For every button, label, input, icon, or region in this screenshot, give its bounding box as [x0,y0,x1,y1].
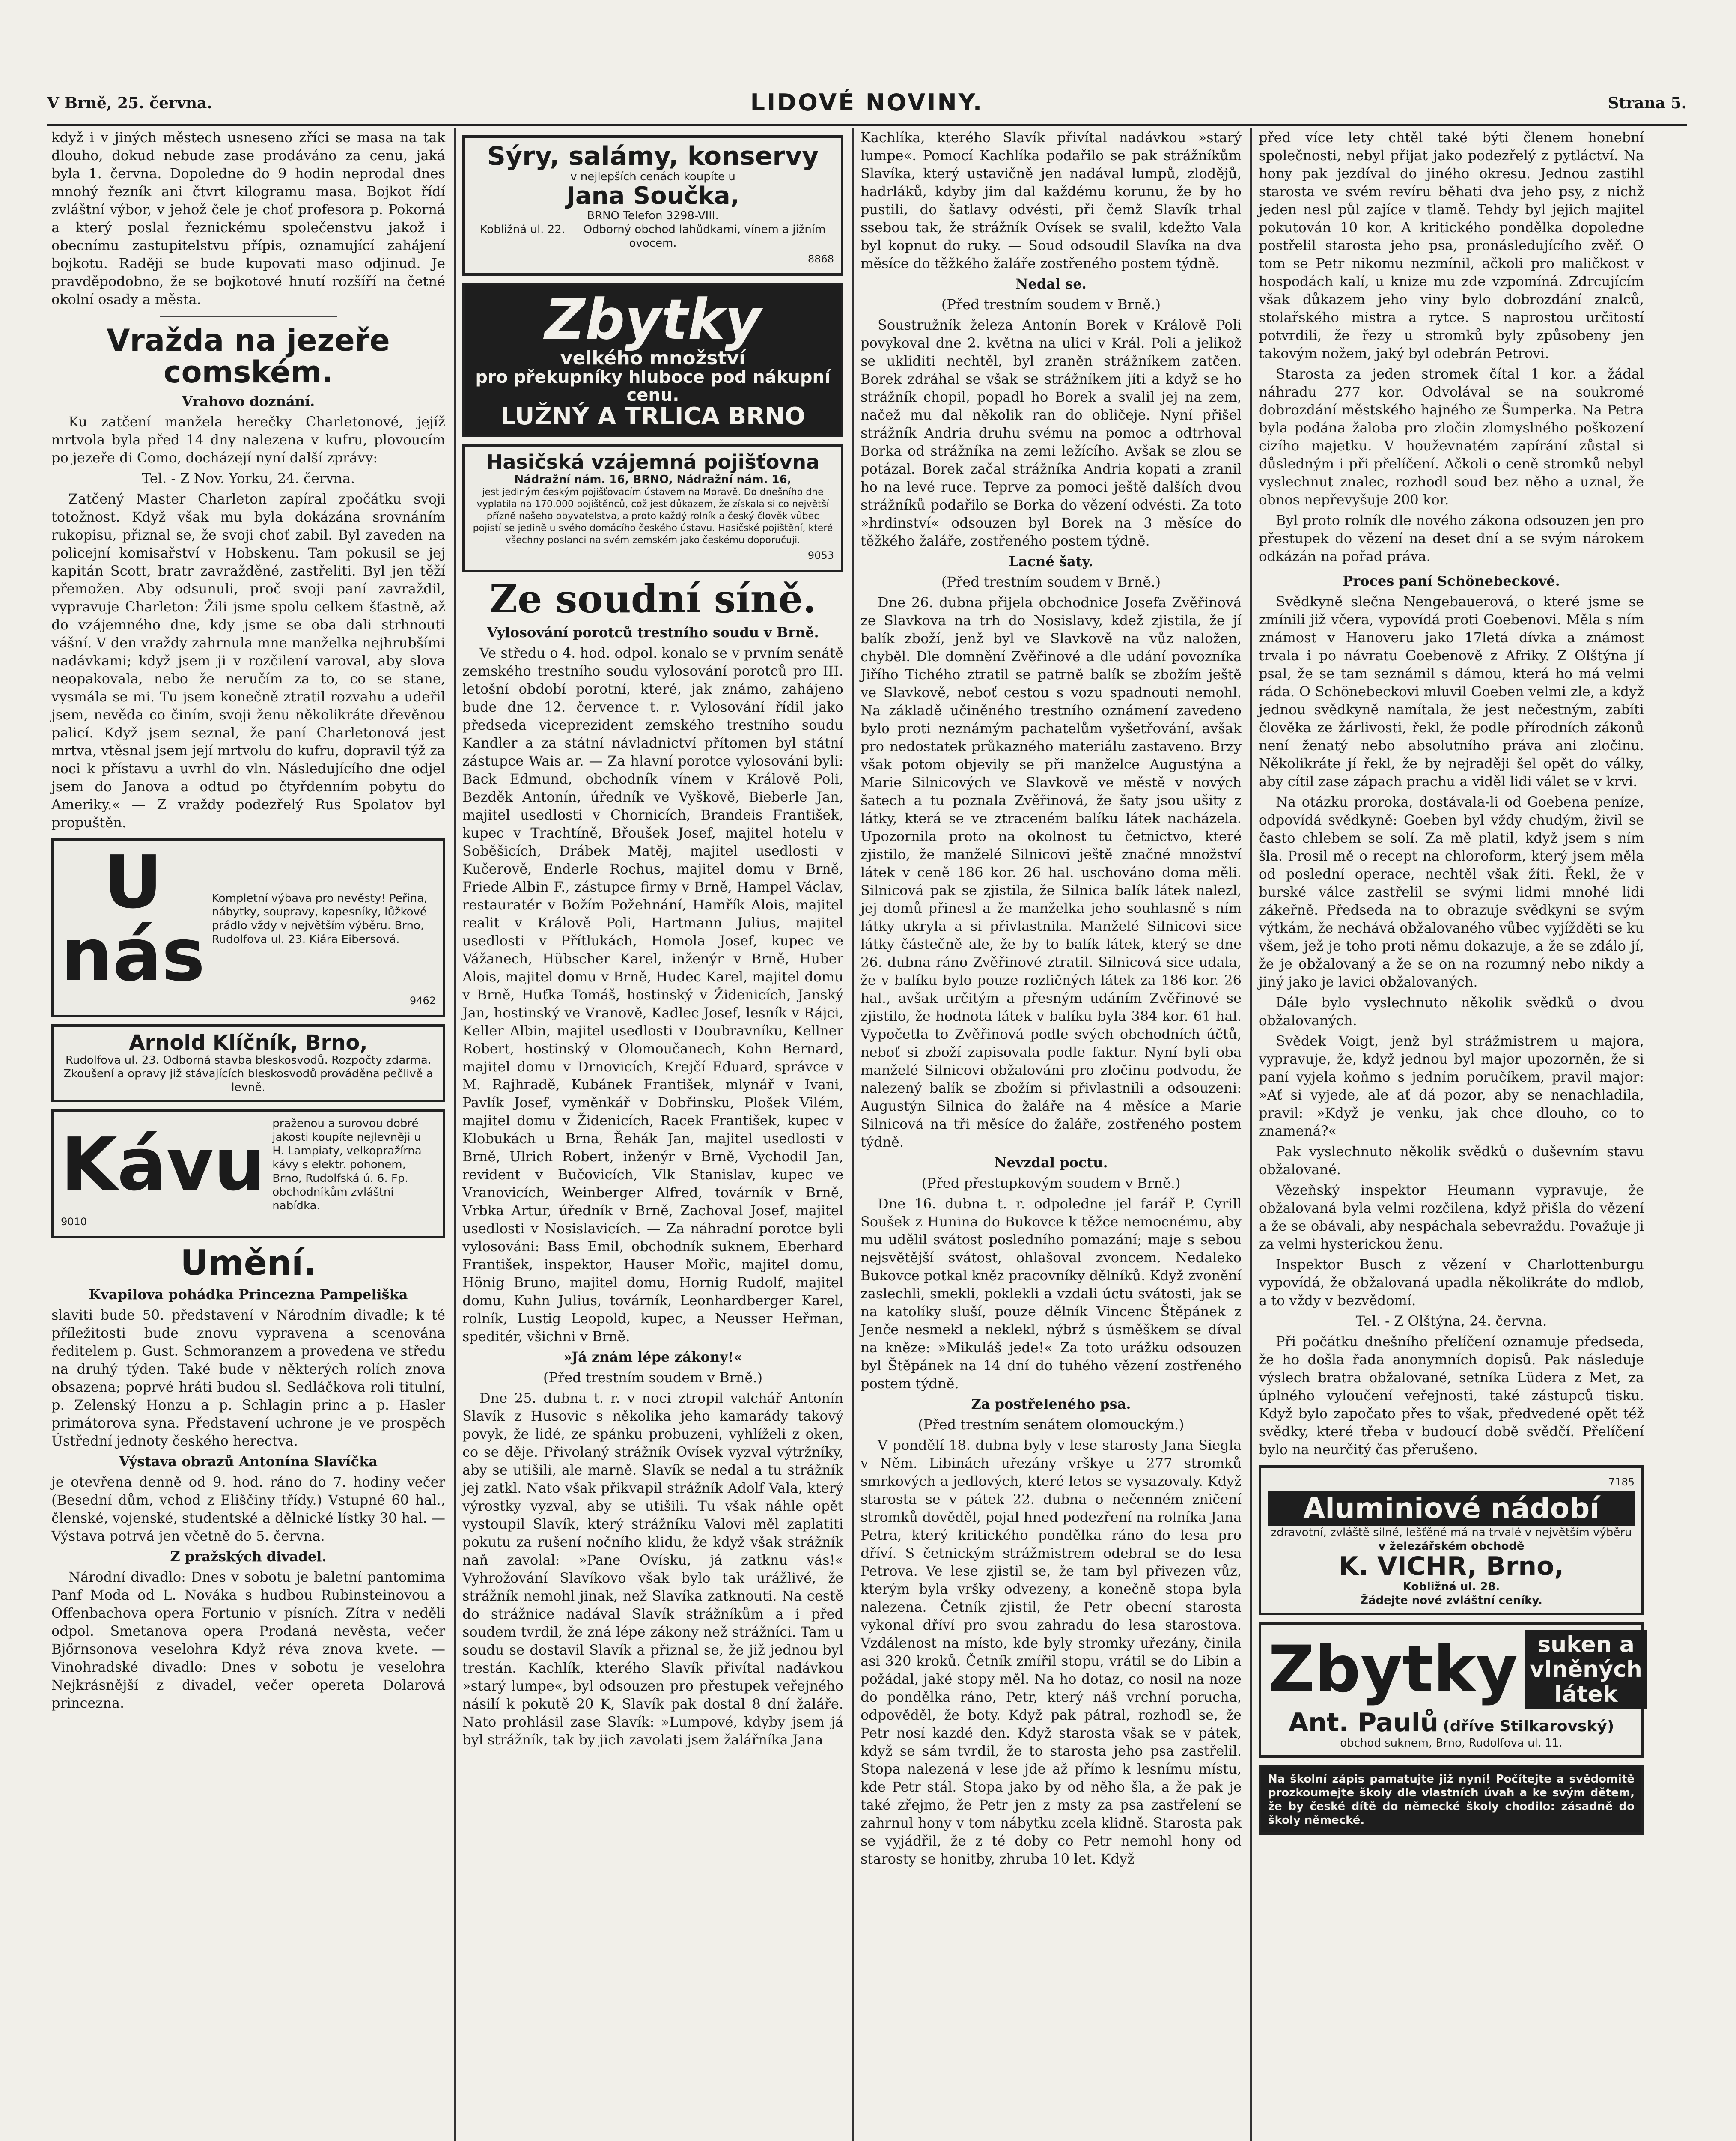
masthead-title: LIDOVÉ NOVINY. [750,89,984,116]
ad-big-text: U nás [61,840,205,998]
article-text: Starosta za jeden stromek čítal 1 kor. a žádal náhradu 277 kor. Odvolával se na soukromé dobrozdání městského hajného ze Šumperka. Na Petra byla podána žaloba pro zločin zlomyslného poškození cizího majetku. V houževnatém zapírání zůstal si důsledným i při přelíčení. Ačkoli o ceně stromků nebyl vyslechnut znalec, rozhodl soud bez něho a uznal, že obnos nepřevyšuje 200 kor. [1259,366,1644,508]
ad-title: Sýry, salámy, konservy [487,141,819,171]
ad-text: vlněných [1530,1657,1642,1683]
dateline: (Před trestním soudem v Brně.) [941,574,1161,590]
article-text: Na otázku proroka, dostávala-li od Goebena peníze, odpovídá svědkyně: Goeben byl vždy chudým, živil se často chlebem se solí. Za mě platil, když jsem s ním šla. Prosil mě o recept na chloroform, který jsem měla od poslední operace, nechtěl však žíti. Řekl, že v burské válce zastřelil se svými lidmi mnohé lidi zákeřně. Předseda na to obrazuje svědkyni se svým výtkám, že nechává obžalovaného vůbec vyjížděti se ku všem, jež je toho proti němu dokazuje, a že se zdálo jí, že je obžalovaný a že se on na rozumný nebo nikdy a jiný jako je lavici obžalovaných. [1259,794,1644,990]
article-text: V pondělí 18. dubna byly v lese starosty Jana Siegla v Něm. Libinách uřezány vrškye u 277 stromků smrkových a jedlových, které letos se vysazovaly. Když starosta se v pátek 22. dubna o nečenném zničení stromků dověděl, pojal hned podezření na rolníka Jana Petra, který kritického pondělka ráno do lesa pro dříví. S četnickým strážmistrem odebral se do lesa Petrova. Ve lese zjistil se, že tam byl přivezen vůz, kterým byla vršky odvezeny, a konečně stopa byla nalezena. Četník zjistil, že Petr obecní starosta vykonal dříví pro svou zahradu do lesa starostova. Vzdálenost na místo, kde byly stromky uřezány, činila asi 320 kroků. Četník zmířil stopu, vrátil se do Libin a požádal, jaké stopy měl. Na ho dotaz, co nosil na noze do pondělka ráno, Petr, který náš vrchní porucha, odpověděl, že boty. Když pak pátral, rozhodl se, že Petr nosí kazdé den. Když starosta však se v pátek, když se sám tvrdil, že to starosta jeho psa zastřelil. Stopa nalezená v lese jde až přímo k lesnímu místu, kde Petr stál. Stopa jako by od něho šla, a že pak je také zřejmo, že Petr jen z msty za psa zastřelení se zahrnul hony v tom nábytku zcela klidně. Starosta pak se vyjádřil, že z té doby co Petr nemohl hony od starosty se honitby, zhruba 10 let. Když [861,1437,1242,1867]
ad-text: Rudolfova ul. 23. Odborná stavba bleskosvodů. Rozpočty zdarma. Zkoušení a opravy již stávajících bleskosvodů prováděna pečlivě a levně. [63,1054,433,1094]
article-text: Inspektor Busch z vězení v Charlottenburgu vypovídá, že obžalovaná upadla několikráte do mdlob, a to vždy v bezvědomí. [1259,1256,1644,1309]
ad-lightning-rods [51,1024,445,1102]
column-divider [1250,128,1252,2141]
ad-name-note: (dříve Stilkarovský) [1443,1718,1614,1735]
ad-text: Žádejte nové zvláštní ceníky. [1360,1594,1542,1607]
article-text: je otevřena denně od 9. hod. ráno do 7. hodiny večer (Besední dům, vchod z Eliščiny třídy.) Vstupné 60 hal., členské, vojenské, studentské a dělnické lístky 30 hal. — Výstava potrvá jen včetně do 5. června. [51,1474,445,1545]
ad-aluminium-cookware [1259,1465,1644,1615]
masthead-page-number: Strana 5. [1608,94,1687,112]
article-text: Svědek Voigt, jenž byl strážmistrem u majora, vypravuje, že, když jednou byl major upozorněn, že si paní vyjela koňmo s jedním poručíkem, pravil major: »Ať si vyjede, ale ať dá pozor, aby se nenachladila, pravil: »Když je venku, jak chce dlouho, co to znamená?« [1259,1033,1644,1139]
article-text: Kachlíka, kterého Slavík přivítal nadávkou »starý lumpe«. Pomocí Kachlíka podařilo se pak strážníkům Slavíka, který ustavičně jen nadával lumpů, zlodějů, hadrláků, kdyby jim dal každému korunu, že by ho pustili, do šatlavy odvésti, při čemž Slavík trhal ssebou tak, že strážník Ovísek se svalil, kdežto Vala byl kopnut do ruky. — Soud odsoudil Slavíka na dva měsíce do těžkého žaláře zostřeného postem týdně. [861,129,1242,271]
ad-text: pro překupníky hluboce pod nákupní cenu. [475,367,831,406]
subheadline: Proces paní Schönebeckové. [1343,573,1560,589]
ad-remnants [462,283,843,437]
dateline: (Před trestním soudem v Brně.) [941,296,1161,313]
ad-name: Jana Součka, [566,182,739,210]
ad-cloth-remnants [1259,1622,1644,1758]
ad-title: Aluminiové nádobí [1268,1491,1635,1526]
ad-wedding-outfit [51,838,445,1017]
column-3 [861,128,1242,1870]
ad-text: velkého množství [560,347,746,370]
ad-number: 9053 [807,549,834,561]
subheadline: Nevzdal poctu. [994,1154,1108,1171]
dateline: Tel. - Z Nov. Yorku, 24. června. [141,470,355,486]
ad-text: suken a [1537,1632,1635,1658]
column-4 [1259,128,1644,1842]
subheadline: Výstava obrazů Antonína Slavíčka [119,1453,378,1470]
ad-text: praženou a surovou dobré jakosti koupíte nejlevněji u H. Lampiaty, velkopražírna kávy s elektr. pohonem, Brno, Rudolfská ú. 6. Fp. obchodníkům zvláštní nabídka. [272,1117,422,1213]
headline-murder: Vražda na jezeře comském. [107,323,390,390]
article-text: Dne 26. dubna přijela obchodnice Josefa Zvěřinová ze Slavkova na trh do Nosislavy, kdež zjistila, že jí balík zboží, jenž byl ve Slavkově na vůz naložen, chyběl. Dle domnění Zvěřinové a dle udání povozníka Jiřího Tichého ztratil se patrně balík se zbožím ještě ve Slavkově, neboť cestou s vozu spadnouti nemohl. Na základě učiněného trestního oznámení zavedeno bylo proti neznámým pachatelům vyšetřování, avšak pro nedostatek průkazného materiálu zastaveno. Brzy však potom objevily se při manželce Augustýna a Marie Silnicových ve Slavkově ve městě v nových šatech a tu poznala Zvěřinová, že šaty jsou ušity z látky, která se ve ztraceném balíku látek nacházela. Upozornila proto na okolnost tu četnictvo, které zjistilo, že manželé Silnicovi ještě značné množství látek v ceně 186 kor. 26 hal. uschováno doma měli. Silnicová pak se zjistila, že Silnica balík látek nalezl, jej domů přinesl a že manželka jeho souhlasně s ním látky ukryla a si přivlastnila. Manželé Silnicovi sice látky částečně ale, že by to balík látek, který se dne 26. dubna ráno Zvěřinové ztratil. Silnicová sice udala, že v balíku bylo pouze rozličných látek za 186 kor. 26 hal., avšak určitým a přesným udáním Zvěřinové se zjistilo, že hodnota látek v balíku byla 384 kor. 61 hal. Vypočetla to Zvěřinová podle svých obchodních účtů, neboť si zboží zapisovala podle faktur. Nyní byli oba manželé Silnicovi obžalováni pro zločinu podvodu, že nalezený balík se zbožím si přivlastnili a odsouzeni: Augustýn Silnica do žaláře na 4 měsíce a Marie Silnicová na tři měsíce do žaláře, zostřeného postem týdně. [861,594,1242,1150]
article-text: Ku zatčení manžela herečky Charletonové, jejíž mrtvola byla před 14 dny nalezena v kufru, plovoucím po jezeře di Como, docházejí nyní další zprávy: [51,414,445,466]
ad-number: 7185 [1608,1476,1635,1488]
ad-address: Kobližná ul. 28. [1402,1580,1500,1594]
article-text: Dále bylo vyslechnuto několik svědků o dvou obžalovaných. [1259,994,1644,1029]
subheadline: Nedal se. [1015,276,1087,292]
ad-address: Nádražní nám. 16, BRNO, Nádražní nám. 16, [514,473,792,486]
section-heading-court: Ze soudní síně. [489,576,816,622]
ad-title: Hasičská vzájemná pojišťovna [486,450,820,474]
ad-big-text: Zbytky [1268,1632,1518,1707]
article-text: Soustružník železa Antonín Borek v Králově Poli povykoval dne 2. května na ulici v Král. Poli a jelikož se ukliditi nechtěl, byl zraněn strážníkem zatčen. Borek zdráhal se však se strážníkem jíti a když se ho strážník chopil, popadl ho Borek a svalil jej na zem, načež mu dal několik ran do obličeje. Nyní přišel strážník Andria druhu svému na pomoc a odtrhoval Borka od strážníka na zemi ležícího. Avšak se zlou se potázal. Borek začal strážníka Andria kopati a zranil ho na levé ruce. Teprve za pomoci ještě dalších dvou strážníků podařilo se Borka do vězení odvésti. Za toto »hrdinství« odsouzen byl Borek na 3 měsíce do těžkého žaláře, zostřeného postem týdně. [861,317,1242,549]
column-2 [462,128,843,1751]
ad-text: zdravotní, zvláště silné, lešťěné má na trvalé v největším výběru [1271,1526,1632,1539]
subheadline: Vylosování porotců trestního soudu v Brně. [487,624,819,641]
ad-number: 9462 [409,995,436,1007]
subheadline: Vrahovo doznání. [182,393,315,409]
article-text: Pak vyslechnuto několik svědků o duševním stavu obžalované. [1259,1143,1644,1178]
column-divider [852,128,854,2141]
subheadline: Kvapilova pohádka Princezna Pampeliška [89,1286,408,1303]
separator [160,316,337,317]
article-text: slaviti bude 50. představení v Národním divadle; k té příležitosti bude znovu vypravena a scenována ředitelem p. Gust. Schmoranzem a provedena ve středu na druhý týden. Také bude v některých rolích znova obsazena; poprvé hráti budou sl. Sedláčkova roli titulní, p. Zelenský Honzu a p. Schlagin princ a p. Hasler primátorova syna. Představení uchrone je ve prospěch Ústřední jednoty českého herectva. [51,1307,445,1449]
article-text: Dne 16. dubna t. r. odpoledne jel farář P. Cyrill Soušek z Hunina do Bukovce k těžce nemocnému, aby mu udělil svátost posledního pomazání; maje s sebou nejsvětější svátost, ohlašoval zvoncem. Nedaleko Bukovce potkal kněz pracovníky dělníků. Když zvonění zaslechli, smekli, poklekli a vzdali úctu svátosti, jak se na katolíky sluší, pouze dělník Vincenc Štěpánek z Jenče nesmekl a neklekl, nýbrž s úsměškem se díval na kněze: »Mikuláš jede!« Za toto urážku odsouzen byl Štěpánek na 14 dní do tuhého vězení zostřeného postem týdně. [861,1196,1242,1392]
ad-title: Arnold Klíčník, Brno, [129,1031,368,1055]
ad-text: BRNO Telefon 3298-VIII. [587,209,719,222]
ad-name: K. VICHR, Brno, [1338,1551,1564,1582]
article-text: Vězeňský inspektor Heumann vypravuje, že obžalovaná byla velmi rozčilena, když přišla do vězení a že se obávali, aby nespáchala sebevraždu. Považuje ji za velmi hysterickou ženu. [1259,1182,1644,1252]
column-divider [454,128,456,2141]
dateline: Tel. - Z Olštýna, 24. června. [1355,1313,1547,1329]
header-rule [47,124,1687,126]
article-text: Národní divadlo: Dnes v sobotu je baletní pantomima Panf Moda od L. Nováka s hudbou Rubinsteinovou a Offenbachova opera Fortunio v písních. Zítra v neděli odpol. Smetanova opera Prodaná nevěsta, večer Bjőrnsonova veselohra Když réva znova kvete. — Vinohradské divadlo: Dnes v sobotu je veselohra Nejkrásnější z divadel, večer opereta Dolarová princezna. [51,1569,445,1712]
ad-big-text: Kávu [61,1122,266,1208]
ad-name: LUŽNÝ A TRLICA BRNO [500,403,805,431]
ad-address: obchod suknem, Brno, Rudolfova ul. 11. [1340,1737,1563,1750]
masthead [47,86,1687,124]
ad-text: látek [1554,1682,1618,1708]
article-text: Ve středu o 4. hod. odpol. konalo se v prvním senátě zemského trestního soudu vylosování porotců pro III. letošní období porotní, které, jak známo, zahájeno bude dne 12. července t. r. Vylosování řídil jako předseda viceprezident zemského trestního soudu Kandler a za státní návladnictví přítomen byl státní zástupce Wais ar. — Za hlavní porotce vylosováni byli: Back Edmund, obchodník vínem v Králově Poli, Bezděk Antonín, úředník ve Vyškově, Bieberle Jan, majitel usedlosti v Chornicích, Brandeis František, kupec v Trachtíně, Břoušek Josef, majitel hotelu v Soběšicích, Drábek Matěj, majitel usedlosti v Kučerově, Enderle Rochus, majitel domu v Brně, Friede Albin F., zástupce firmy v Brně, Hampel Václav, restauratér v Božím Požehnání, Hamřík Alois, majitel realit v Králově Poli, Hartmann Julius, majitel usedlosti v Přítlukách, Homola Josef, kupec ve Vážanech, Hübscher Karel, inženýr v Brně, Huber Alois, majitel domu v Brně, Hudec Karel, majitel domu v Brně, Huťka Tomáš, hostinský v Židenicích, Janský Jan, hostinský ve Vranově, Kadlec Josef, lesník v Rájci, Keller Albin, majitel usedlosti v Doubravníku, Kellner Robert, hostinský v Olomoučanech, Kohn Bernard, majitel domu v Drnovicích, Krejčí Eduard, správce v M. Rajhradě, Kubánek František, mlynář v Ivani, Pavlík Josef, vyměnkář v Dobřinsku, Plošek Vilém, majitel domu v Židenicích, Racek František, kupec v Klobukách u Brna, Řehák Jan, majitel usedlosti v Brně, Ulrich Robert, inženýr v Brně, Vychodil Jan, revident v Bučovicích, Vlk Stanislav, kupec ve Vranovicích, Weinberger Alfred, továrník v Brně, Vrbka Artur, úředník v Brně, Zachoval Josef, majitel usedlosti v Nosislavicích. — Za náhradní porotce byli vylosováni: Bass Emil, obchodník suknem, Eberhard František, inspektor, Hauser Mořic, majitel domu, Hönig Bruno, majitel domu, Hornig Rudolf, majitel domu, Kuhn Julius, továrník, Leonhardberger Karel, rolník, Lustig Leopold, kupec, a Neusser Heřman, speditér, všichni v Brně. [462,645,843,1345]
masthead-date: V Brně, 25. června. [47,94,212,112]
ad-name: Ant. Paulů [1288,1708,1439,1738]
ad-number: 9010 [61,1216,87,1228]
ad-text: jest jediným českým pojišťovacím ústavem na Moravě. Do dnešního dne vyplatila na 170.000 pojištěnců, což jest důkazem, že získala si co největší přízně našeho obyvatelstva, a proto každý rolník a český člověk vůbec pojistí se jedině u svého domácího českého ústavu. Hasičské pojištění, které všechny poslanci na svém zemském jako českému doporučuji. [473,486,833,546]
ad-text: Kompletní výbava pro nevěsty! Peřina, nábytky, soupravy, kapesníky, lůžkové prádlo vždy v největším výběru. Brno, Rudolfova ul. 23. Kiára Eibersová. [211,892,428,946]
notice-school-enrollment [1259,1765,1644,1835]
ad-text: Kobližná ul. 22. — Odborný obchod lahůdkami, vínem a jižním ovocem. [480,223,826,250]
ad-title: Zbytky [545,286,761,352]
dateline: (Před trestním senátem olomouckým.) [918,1416,1184,1433]
ad-number: 8868 [807,253,834,265]
article-text: Zatčený Master Charleton zapíral zpočátku svoji totožnost. Když však mu byla dokázána srovnáním rukopisu, přiznal se, že svoji choť zabil. Byl zaveden na policejní komisařství v Hobskenu. Tam pokusil se jej kapitán Scott, bratr zavražděné, zastřeliti. Byl jen těží přemožen. Aby odsunuli, proč svoji paní zavraždil, vypravuje Charleton: Žili jsme spolu celkem šťastně, až do vzájemného dne, kdy jsme se oba dali strhnouti vášní. V den vraždy zahrnula mne manželka nejhrubšími nadávkami; když jsem ji v rozčilení varoval, aby slova neopakovala, nebo že neručím za to, co se stane, vysmála se mi. Tu jsem konečně ztratil rozvahu a udeřil jsem, nevěda co činím, svoji ženu několikráte dřevěnou palicí. Když jsem seznal, že paní Charletonová jest mrtva, vtěsnal jsem její mrtvolu do kufru, dopravil týž za noci k přístavu a uvrhl do vln. Následujícího dne odjel jsem do Janova a odtud po čtyřdenním pobytu do Ameriky.« — Z vraždy podezřelý Rus Spolatov byl propuštěn. [51,491,445,831]
dateline: (Před přestupkovým soudem v Brně.) [921,1175,1181,1191]
dateline: (Před trestním soudem v Brně.) [543,1369,763,1386]
ad-fire-insurance [462,444,843,572]
ad-coffee [51,1109,445,1238]
article-text: Dne 25. dubna t. r. v noci ztropil valchář Antonín Slavík z Husovic s několika jeho kamarády takový povyk, že lidé, ze spánku probuzeni, vyhlíželi z oken, co se děje. Přivolaný strážník Ovísek vyzval výtržníky, aby se utišili, ale marně. Slavík se nedal a tu strážník jej zatkl. Nato však přikvapil strážník Adolf Vala, který výrostky vyzval, aby se utišili. Tu však náhle opět vystoupil Slavík, který strážníku Valovi měl zaplatiti pokutu za rušení nočního klidu, že když však strážník naň zavolal: »Pane Ovísku, já zatknu vás!« Vyhrožování Slavíkovo však bylo tak urážlivé, že strážník nemohl jinak, než Slavíka zatknouti. Na cestě do strážnice nadával Slavík strážníkům a i před soudem tvrdil, že zná lépe zákony než strážníci. Tam u soudu se dostavil Slavík a přiznal se, že již jednou byl trestán. Kachlík, kterého Slavík přivítal nadávkou »starý lumpe«, byl odsouzen pro přestupek veřejného násilí k pokutě 20 K, Slavík pak dostal 8 dní žaláře. Nato prohlásil zase Slavík: »Lumpové, kdyby jsem já byl strážník, tak by jich zavolati jsem žalářníka Jana [462,1390,843,1748]
ad-cheese-salami [462,135,843,276]
article-text: když i v jiných městech usneseno zříci se masa na tak dlouho, dokud nebude zase prodáváno za cenu, jaká byla 1. června. Dopoledne do 9 hodin neprodal dnes mnohý řezník ani čtvrt kilogramu masa. Bojkot řídí zvláštní výbor, v jehož čele je choť profesora p. Pokorná a který poslal řeznickému společenstvu jakož i obecnímu zastupitelstvu přípis, oznamující zahájení bojkotu. Raději se bude kupovati maso odjinud. Je pravděpodobno, že se bojkotové hnutí rozšíří na četné okolní osady a města. [51,129,445,307]
subheadline: »Já znám lépe zákony!« [563,1349,742,1366]
ad-text: v nejlepších cenách koupíte u [570,170,735,183]
subheadline: Za postřeleného psa. [971,1396,1131,1412]
article-text: Byl proto rolník dle nového zákona odsouzen jen pro přestupek do vězení na deset dní a se svým nárokem odkázán na pořad práva. [1259,512,1644,564]
article-text: Při počátku dnešního přelíčení oznamuje předseda, že ho došla řada anonymních dopisů. Pak následuje výslech bratra obžalované, setníka Lüdera z Met, za úplného vyloučení veřejnosti, také zástupců tisku. Když bylo započato přes to však, předvedené opět též svědky, které třeba v budoucí době svědčí. Přelíčení bylo na neurčitý čas přerušeno. [1259,1333,1644,1458]
section-heading-art: Umění. [180,1243,316,1283]
article-text: před více lety chtěl také býti členem honební společnosti, nebyl přijat jako podezřelý z pytláctví. Na hony pak jezdíval do jiného okresu. Jednou zastihl starosta ve svém revíru běhati dva jeho psy, z nichž jeden nesl půl zajíce v tlamě. Tehdy byl jejich majitel pokutován 10 kor. A kritického pondělka dopoledne postřelil starosta jeho psa, pronásledujícího zvěř. O tom se Petr nikomu nezmínil, ačkoli pro maličkost v hospodách kalí, u knize mu zde vzpomíná. Zdrcujícím však důkazem jeho viny bylo dobrozdání znalců, stolařského mistra a rytce. S naprostou určitostí potvrdili, že řezy u stromků byly způsobeny jen takovým nožem, jaký byl odebrán Petrovi. [1259,129,1644,361]
subheadline: Lacné šaty. [1009,553,1093,570]
column-1 [51,128,445,1715]
notice-text: Na školní zápis pamatujte již nyní! Počítejte a svědomitě prozkoumejte školy dle vlastních úvah a ke svým dětem, že by české dítě do německé školy chodilo: zásadně do školy německé. [1268,1773,1635,1827]
subheadline: Z pražských divadel. [170,1548,327,1565]
article-text: Svědkyně slečna Nengebauerová, o které jsme se zmínili již včera, vypovídá proti Goebenovi. Měla s ním známost v Hanoveru jako 17letá dívka a známost trvala i po návratu Goebenově z Afriky. Z Olštýna jí psal, že se tam seznámil s dámou, která ho má velmi ráda. O Schönebeckovi mluvil Goeben velmi zle, a když jednou svědkyně namítala, že jest nečestným, zabíti člověka ze žárlivosti, řekl, že podle přírodních zákonů není ženatý nebo absolutního práva ani zločinu. Několikráte jí řekl, že by nejraději šel opět do války, aby cítil zase zápach prachu a viděl lidi válet se v krvi. [1259,593,1644,790]
ad-text: v železářském obchodě [1378,1540,1525,1553]
